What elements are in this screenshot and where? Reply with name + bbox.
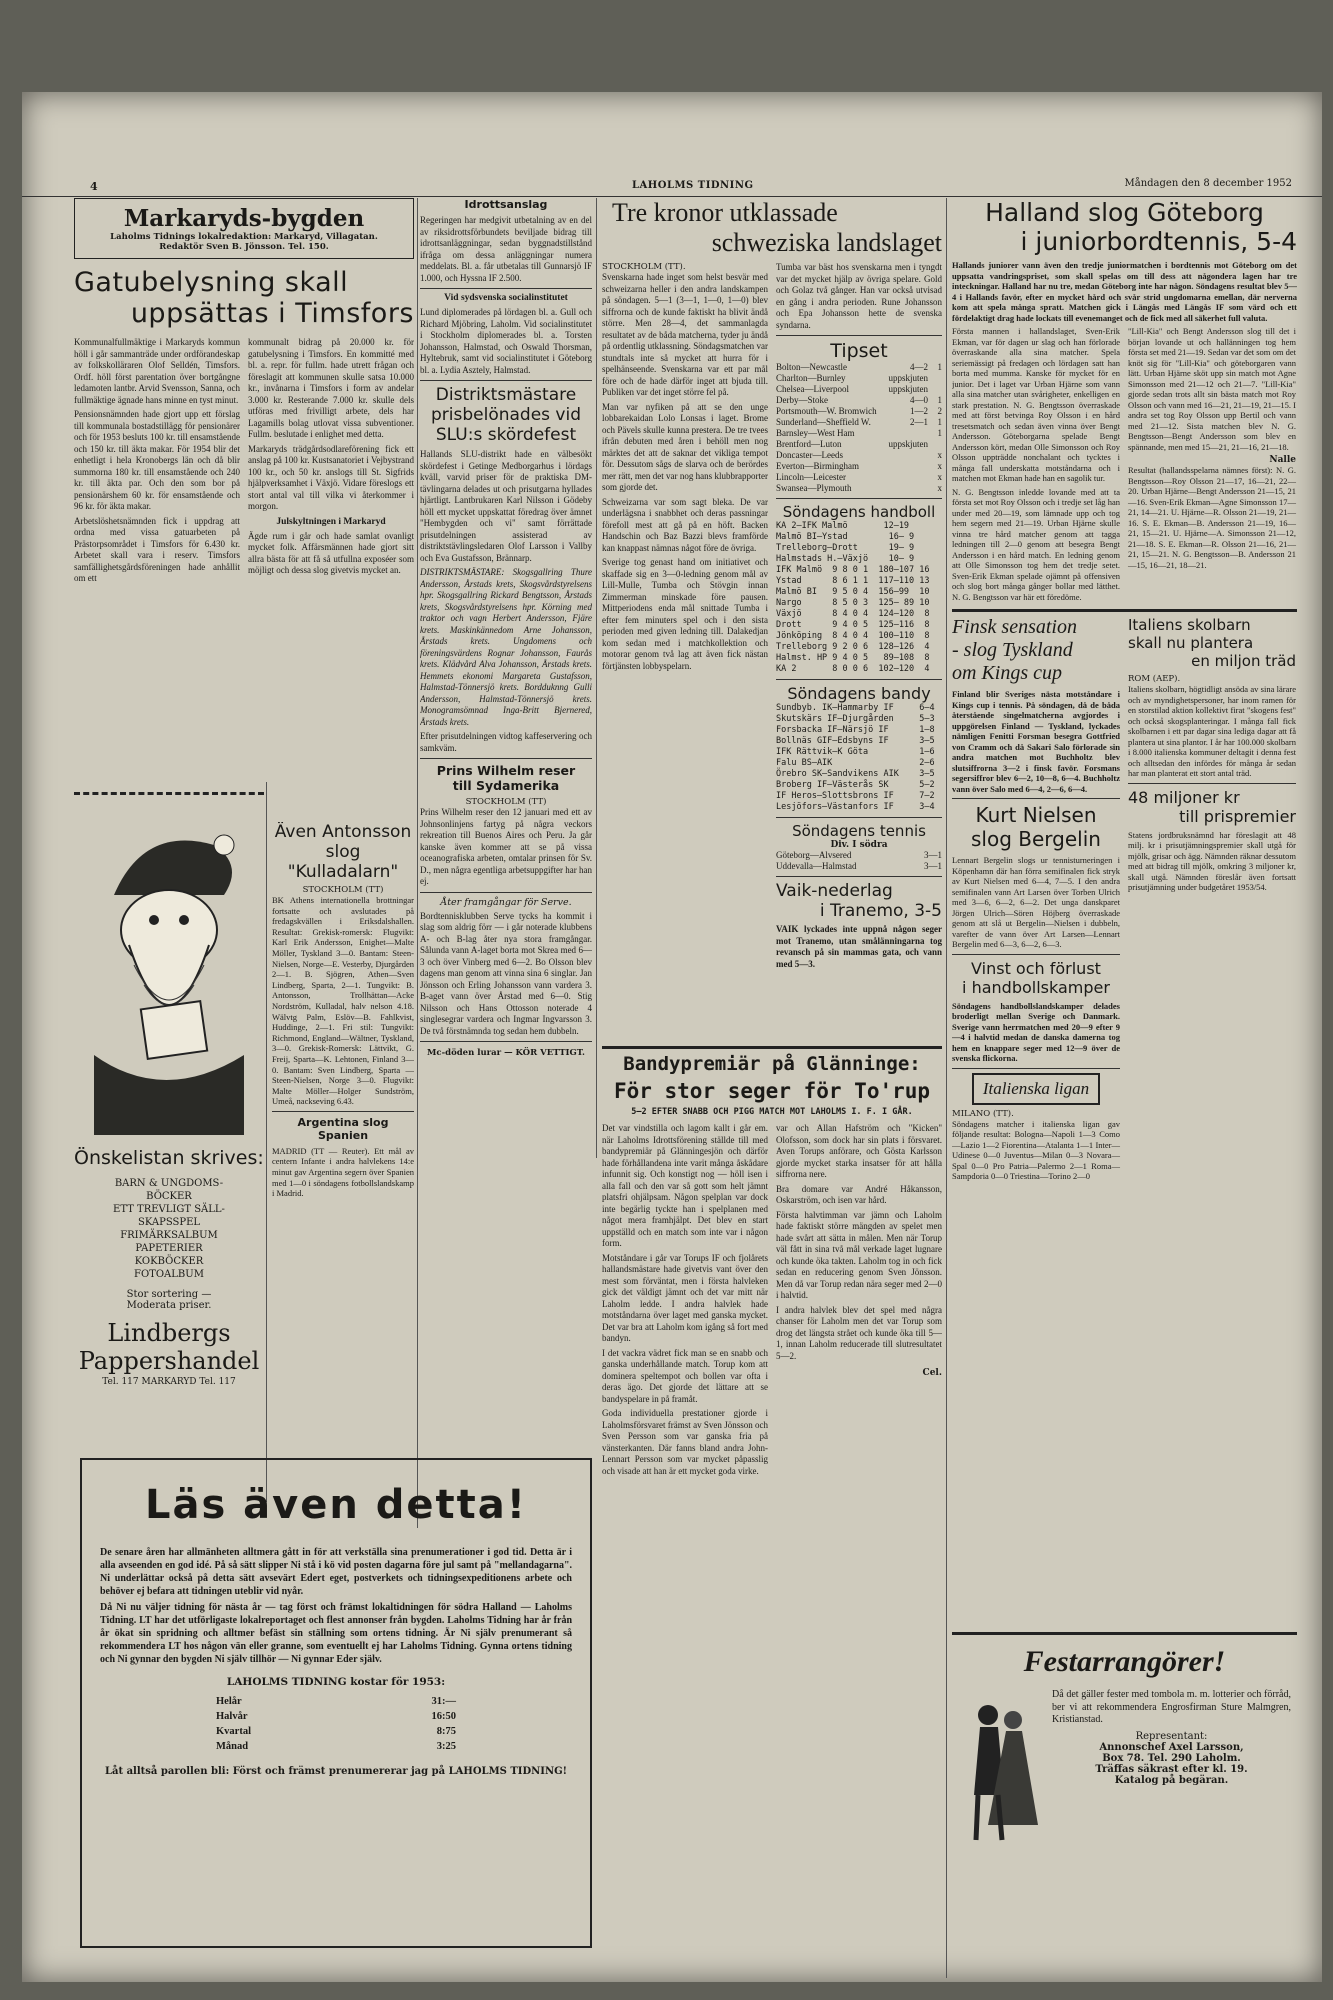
headline-distriktsmastare-1: Distriktsmästare <box>435 385 577 405</box>
handboll-row: Trelleborg—Drott 19— 9 <box>776 543 915 553</box>
match-result-group <box>928 472 942 483</box>
headline-skolbarn-3: en miljon träd <box>1191 652 1296 670</box>
local-office-line2: Redaktör Sven B. Jönsson. Tel. 150. <box>159 242 329 252</box>
headline-kurt-1: Kurt Nielsen <box>975 803 1097 827</box>
dateline: STOCKHOLM (TT) <box>302 885 384 895</box>
match-score: 2—1 <box>910 417 928 427</box>
article-text: Kommunalfullmäktige i Markaryds kommun höll i går sammanträde under ordförandeskap av folkskolläraren Olof Selldén, Timsfors. Ordf. höll först parentation över bortgångne ledamoten lantbr. Arvid Svensson, Sanna, och fullmäktige ägnade hans minne en tyst minut. <box>74 337 240 405</box>
price-period: Helår <box>216 1696 242 1707</box>
article-text: Regeringen har medgivit utbetalning av en del av riksidrottsförbundets beviljade bidrag till idrottsanläggningar, sedan byggnadstillstånd ifråga om dessa anläggningar numera meddelats. Bl. a. får utbetalas till Gunnarsjö IF 1.000, och Hyssna IF 2.500. <box>420 215 592 283</box>
price-amount: 16:50 <box>431 1711 456 1722</box>
headline-vaik-2: i Tranemo, 3-5 <box>819 901 942 921</box>
subscription-headline: Läs även detta! <box>144 1482 528 1528</box>
headline-vinst-2: i handbollskamper <box>962 977 1110 997</box>
filler-notice: Mc-döden lurar — KÖR VETTIGT. <box>427 1048 585 1058</box>
match-score: uppskjuten <box>888 373 928 383</box>
price-row <box>216 1709 456 1724</box>
subscription-text: Då Ni nu väljer tidning för nästa år — tag först och främst lokaltidningen för södra Halland — Laholms Tidning. LT har det utförligaste lokalreportaget och flest annonser från bygden. Laholms Tidning har år från år ökat sin spridning och alltmer befäst sin ställning som ortens tidning. Är Ni själv prenumerant så rekommendera LT hos någon vän eller granne, som eventuellt ej har Laholms Tidning. Gynna ortens tidning och Ni gynnar den bygden Ni själv tillhör — Ni gynnar Eder själv. <box>100 1602 572 1665</box>
handboll-row: IFK Malmö 9 8 0 1 180—107 16 <box>776 565 930 575</box>
tipset-row <box>776 373 942 384</box>
price-amount: 3:25 <box>436 1741 456 1752</box>
handboll-row: Drott 9 4 0 5 125—116 8 <box>776 620 930 630</box>
headline-tipset: Tipset <box>830 340 888 362</box>
ad-contact: Annonschef Axel Larsson, <box>1099 1741 1244 1753</box>
article-text: MADRID (TT — Reuter). Ett mål av centern Infante i andra halvlekens 14:e minut gav Argentina segern över Spanien med 1—0 i söndagens fotbollslandskamp i Madrid. <box>272 1145 414 1199</box>
article-text: Schweizarna var som sagt bleka. De var underlägsna i snabbhet och deras passningar förefoll mest att gå på en höft. Backen Handschin och Baz Bazzi blevs framförde kan knappast nämnas något före de övriga. <box>602 496 768 553</box>
match-name: Doncaster—Leeds <box>776 450 843 460</box>
match-name: Lincoln—Leicester <box>776 472 846 482</box>
article-text: Första mannen i hallandslaget, Sven-Erik Ekman, var för dagen ur slag och han förlorade överraskande alla sina matcher. Spela seriemässigt på fredagen och lördagen satt han borta med mumma. Kanske för mycket för en junior. Det i laget var Urban Hjärne som vann alla sina matcher utan svårigheter, enkelligen en stark prestation. N. G. Bengtsson överraskade med att först betvinga Roy Olsson i en hård tresetsmatch och sedan även vinna över Bengt Andersson. Göteborgarna spelade Bengt Andersson kört, medan Olle Simonsson och Roy Olsson uppträdde nonchalant och tycktes i många fall underskatta motståndarna och i matchen mot Ekman hade han en sagolik tur. <box>952 326 1120 483</box>
article-text: BK Athens internationella brottningar fortsatte och avslutades på fredagskvällen i Eriksdalshallen. Resultat: Grekisk-romersk: Flugvikt: Karl Erik Andersson, Enighet—Malte Möller, Tyskland 3—0. Bantam: Steen-Nielsen, Norge—E. Vesterby, Djurgården 2—1. B. Sjögren, Athen—Sven Lindberg, Sparta, 2—1. Tungvikt: B. Antonsson, Trollhättan—Acke Nordström, Kulladal, halv nelson 4.18. Wälvtg Palm, Eslöv—B. Fahlkvist, Huddinge, 2—1. Fri stil: Tungvikt: Richmond, England—Wältner, Tyskland, 3—0. Grekisk-Romersk: Lättvikt, G. Freij, Sparta—K. Lehtonen, Finland 3—0. Bantam: Sven Lindberg, Sparta —Steen-Nielsen, Norge 3—0. Flugvikt: Malte Möller—Holger Sundström, Umeå, nackseving 6.43. <box>272 895 414 1107</box>
local-office-title: Markaryds-bygden <box>123 205 365 232</box>
article-text: Finland blir Sveriges nästa motståndare i Kings cup i tennis. På söndagen, då de båda återstående singelmatcherna avgjordes i uppgörelsen Finland — Tyskland, lyckades nämligen Fenitti Forsman besegra Gottfried von Cramm och då Sakari Salo förlorade sin andra matchen mot Buchholtz blev slutsiffrorna 3—2 i finsk favör. Forsmans segersiffror blev 6—2, 10—8, 6—4. Buchholtz vann över Salo med 6—4, 2—6, 6—4. <box>952 689 1120 794</box>
match-name: Swansea—Plymouth <box>776 483 852 493</box>
headline-argentina: Argentina slog Spanien <box>297 1115 389 1142</box>
match-name: Everton—Birmingham <box>776 461 859 471</box>
match-name: Barnsley—West Ham <box>776 428 855 438</box>
article-text: Bra domare var André Håkansson, Oskarström, och isen var hård. <box>776 1183 942 1205</box>
tip-sign: x <box>937 483 942 493</box>
bandy-row: Lesjöfors—Västanfors IF 3—4 <box>776 802 935 812</box>
article-text: Arbetslöshetsnämnden fick i uppdrag att ordna med vissa gatuarbeten på Prästorpsområdet i Timsfors för 6.430 kr. Arbetet skall vara i reserv. Timsfors samfällighetsgårdsföreningen hade anhållit om ett <box>74 515 240 583</box>
price-period: Halvår <box>216 1711 248 1722</box>
bandy-row: IF Heros—Slottsbrons IF 7—2 <box>776 791 935 801</box>
headline-bandypremiar-1: Bandypremiär på Glänninge: <box>623 1053 921 1075</box>
article-lead: Hallands juniorer vann även den tredje juniormatchen i bordtennis mot Göteborg om det uppsatta vandringspriset, som skall spelas om till dess att någondera lagen har tre inteckningar. Halland har nu tre, medan Göteborg inte har någon. Söndagens resultat blev 5—4 i Hallands favör, efter en mycket hård och svår strid ungdomarna emellan, där nervernа kom att spela många spratt. Matchen gick i Längås med Längås IF som värd och ett fördelaktigt drag hade lockats till evenemanget och de fick med all säkerhet full valuta. <box>952 260 1297 323</box>
match-score: 3—1 <box>924 850 942 860</box>
match-score: 4—2 <box>910 362 928 372</box>
column-divider <box>266 782 267 1502</box>
article-text: Lund diplomerades på lördagen bl. a. Gull och Richard Mjöbring, Laholm. Vid socialinstitutet i Stockholm diplomerades bl. a. Torsten Johansson, Halmstad, och Oswald Thorsman, Hyltebruk, samt vid socialinstitutet i Göteborg bl. a. Lydia Asztely, Halmstad. <box>420 307 592 375</box>
ad-contact: Katalog på begäran. <box>1114 1774 1229 1786</box>
bandy-premiere-article <box>602 1042 942 1942</box>
article-text: Motståndare i går var Torups IF och fjolårets hallandsmästare hade givetvis vant över den mest som förväntat, men i första halvleken gick det väldigt jämnt och det var mitt när Laholm ledde. I andra halvlek hade motståndarna över laget med ganska mycket. Det var bra att Laholm kom igång så fort med bandyn. <box>602 1252 768 1343</box>
handboll-row: Jönköping 8 4 0 4 100—110 8 <box>776 631 930 641</box>
headline-bandypremiar-2: För stor seger för To'rup <box>613 1079 931 1103</box>
price-amount: 31:— <box>431 1696 456 1707</box>
column-1 <box>74 198 414 878</box>
newspaper-page <box>22 92 1322 1982</box>
subscription-box <box>80 1458 592 1948</box>
handboll-row: Malmö BI 9 5 0 4 156—99 10 <box>776 587 930 597</box>
article-text: "Lill-Kia" och Bengt Andersson slog till det i början lovande ut och hallänningen tog hem första set med 21—19. Sedan var det som om det knöt sig för "Lill-Kia" och göteborgaren vann lätt. Urban Hjärne sköt upp sin match mot Agne Simonsson med 21—12 och 21—7. "Lill-Kia" gjorde sedan trots allt sin bästa match mot Roy Olsson och vann med 16—21, 21—19, 21—15. I andra set tog Roy Olsson upp Bertil och vann med 21—12. Sista matchen blev N. G. Bengtsson—Bengt Andersson som blev en spännande, men med 15—21, 21—16, 21—18. <box>1128 326 1296 452</box>
handboll-row: Halmstads H.—Växjö 10— 9 <box>776 554 915 564</box>
ad-festarrangorer <box>952 1632 1297 1885</box>
price-row <box>216 1724 456 1739</box>
match-name: Charlton—Burnley <box>776 373 846 383</box>
headline-skolbarn-1: Italiens skolbarn <box>1128 616 1251 634</box>
match-result-group <box>928 461 942 472</box>
column-3 <box>602 198 942 1098</box>
author-signature: Nalle <box>1269 455 1296 465</box>
headline-halland-2: i juniorbordtennis, 5-4 <box>1020 227 1297 256</box>
match-name: Portsmouth—W. Bromwich <box>776 406 877 416</box>
dateline: MILANO (TT). <box>952 1108 1014 1119</box>
tip-sign: 1 <box>937 362 942 372</box>
ad-item: PAPETERIER <box>135 1243 203 1254</box>
tip-sign: x <box>937 450 942 460</box>
price-amount: 8:75 <box>436 1726 456 1737</box>
article-text: Första halvtimman var jämn och Laholm hade faktiskt större mängden av spelet men hade svårt att sätta in målen. Men när Torup väl fått in sina två mål verkade laget lugnare och kunde öka takten. Laholm tog in och fick sedan en reducering genom Sven Jönsson. Men då var Torup redan nära seger med 2—0 i halvtid. <box>776 1209 942 1300</box>
article-text: I det vackra vädret fick man se en snabb och ganska underhållande match. Torup kom att dominera speltempot och bollen var ofta i deras ägo. Det gjorde det lättare att se bandyspelare in på framåt. <box>602 1347 768 1404</box>
tip-sign: 1 <box>937 428 942 438</box>
handboll-row: KA 2 8 0 0 6 102—120 4 <box>776 664 930 674</box>
tipset-row <box>776 472 942 483</box>
match-score: uppskjuten <box>888 384 928 394</box>
tennis-table <box>776 850 942 872</box>
handboll-row: Nargo 8 5 0 3 125— 89 10 <box>776 598 930 608</box>
bandy-row: Falu BS—AIK 2—6 <box>776 758 935 768</box>
headline-48-miljoner-1: 48 miljoner kr <box>1128 787 1240 807</box>
article-text: var och Allan Hafström och "Kicken" Olofsson, som dock har sin plats i försvaret. Aven Torups anförare, och Gösta Karlsson gjorde mycket starka insatser för att hålla siffrorna nere. <box>776 1123 942 1179</box>
bandy-row: Forsbacka IF—Närsjö IF 1—8 <box>776 725 935 735</box>
match-score: 1—2 <box>910 406 928 416</box>
dateline: STOCKHOLM (TT) <box>465 797 547 807</box>
article-text: Italiens skolbarn, högtidligt ansöda av sina lärare och av myndighetspersoner, har inom ramen för en storstilad aktion kollektivt firat "skogens fest" och också skogsplanteringar. I många fall fick skolbarnen i ett par dagar sina lediga dagar att få plantera ut sina plantor. I år har 100.000 skolbarn i 8.000 italienska kommuner deltagit i denna fest och alltsedan den infördes för många år sedan har man planterat ett stort antal träd. <box>1128 684 1296 778</box>
article-text: Resultat (hallandsspelarna nämnes först): N. G. Bengtsson—Roy Olsson 21—17, 16—21, 22—20. Urban Hjärne—Bengt Andersson 21—15, 21—16. Sven-Erik Ekman—Agne Simonsson 17—21, 14—21. U. Hjärne—R. Olsson 21—19, 21—16. S. E. Ekman—B. Andersson 21—19, 16—21, 15—21. U. Hjärne—A. Simonsson 21—12, 21—18. S. E. Ekman—R. Olsson 21—16, 21—21, 15—21. N. G. Bengtsson—B. Andersson 21—15, 16—21, 18—21. <box>1128 465 1296 570</box>
article-text: N. G. Bengtsson inledde lovande med att ta första set mot Roy Olsson och i tredje set låg han under med 20—19, som lämnade upp och tog hem segern med 21—19. Urban Hjärne skulle vinna tre hård matcher genom att tagga ledningen till 2—0 genom att besegra Bengt Andersson i en hård match. En ledning genom att Olle Simonsson tog hem det tredje setet. Sven-Erik Ekman spelade ojämnt på offensiven och slog bort många gånger bollar med lätthet. N. G. Bengtsson var här ett föredöme. <box>952 486 1120 602</box>
tennis-division: Div. I södra <box>830 840 888 850</box>
headline-serve: Åter framgångar för Serve. <box>440 896 572 908</box>
headline-distriktsmastare-3: SLU:s skördefest <box>435 425 577 445</box>
headline-antonsson-1: Även Antonsson <box>274 822 412 842</box>
article-text: Man var nyfiken på att se den unge lobbarekaidan Lolo Lonsas i laget. Brome och Pävels skulle kunna prestera. De tre tvees ifrån debuten med åren i behöll men nog märktes det att de saknar det vikliga tempot för. Dessutom sågs de slarva och de berördes mer rätt, men det var nog hans klubbrapporter som gjorde det. <box>602 401 768 492</box>
headline-bandy: Söndagens bandy <box>787 684 931 703</box>
headline-skolbarn-2: skall nu plantera <box>1128 634 1254 652</box>
headline-idrottsanslag: Idrottsanslag <box>464 198 548 211</box>
ad-item: FOTOALBUM <box>134 1269 204 1280</box>
headline-antonsson-2: slog "Kulladalarn" <box>287 842 399 882</box>
column-divider <box>417 198 418 1528</box>
price-period: Månad <box>216 1741 249 1752</box>
article-text: Goda individuella prestationer gjorde i Laholmsförsvaret främst av Sven Jönsson och Sven Persson som var ganska fria på vänsterkanten. Där fanns bland andra John-Lennart Persson som var mycket påpasslig och visade att han är ett mycket goda virke. <box>602 1408 768 1476</box>
ad-phone: Tel. 117 MARKARYD Tel. 117 <box>102 1377 236 1387</box>
bandy-row: IFK Rättvik—K Göta 1—6 <box>776 747 935 757</box>
handboll-row: Ystad 8 6 1 1 117—110 13 <box>776 576 930 586</box>
dancing-couple-illustration <box>958 1695 1048 1845</box>
tip-sign: 1 <box>937 395 942 405</box>
ad-tagline: Moderata priser. <box>126 1300 212 1311</box>
column-1b <box>272 822 414 1502</box>
santa-illustration <box>74 805 254 1135</box>
headline-socialinstitutet: Vid sydsvenska socialinstitutet <box>444 293 568 303</box>
tipset-row <box>776 384 942 395</box>
article-text: Pensionsnämnden hade gjort upp ett förslag till kommunala bostadstillägg för pensionärer och för 1953 besluts 100 kr. till ensamstående och 150 kr. till äkta makar. För 1954 blir det enhetligt i hela Kronobergs län och då blir summorna 180 kr. till ensamstående och 240 kr. till äkta par. Och den som bor på pensionärshem 60 kr. för ensamstående och 96 kr. för äkta makar. <box>74 409 240 511</box>
ad-item: ETT TREVLIGT SÄLL- <box>113 1204 225 1215</box>
ad-headline: Önskelistan skrives: <box>74 1147 264 1169</box>
headline-distriktsmastare-2: prisbelönades vid <box>430 405 581 425</box>
ad-shop-name-1: Lindbergs <box>107 1319 231 1347</box>
column-2 <box>420 198 592 1498</box>
tip-sign: 2 <box>937 406 942 416</box>
ad-body: Då det gäller fester med tombola m. m. lotterier och förråd, ber vi att rekommendera Engrosfirman Sture Malmgren, Kristianstad. <box>1052 1689 1291 1725</box>
match-result-group <box>910 395 942 406</box>
headline-finsk-3: om Kings cup <box>952 662 1062 684</box>
bandy-row: Skutskärs IF—Djurgården 5—3 <box>776 714 935 724</box>
tennis-row <box>776 861 942 872</box>
price-period: Kvartal <box>216 1726 251 1737</box>
article-text: DISTRIKTSMÄSTARE: Skogsgallring Thure Andersson, Årstads krets, Skogsvårdstyrelsens hpr. Skogsgallring Rickard Bengtsson, Årstads krets, Skogsvårdstyrelsens hpr. Körning med traktor och vagn Herbert Andersson, Fjäre krets. Maskinkännedom Arne Johansson, Årstads krets. Ungdomens och föreningsvärdens Rognar Johansson, Faurås krets. Klädvård Alva Johansson, Årstads krets. Hemmets ekonomi Margareta Gustafsson, Halmstad-Tönnersjö krets. Bordduknng Gulli Andersson, Halmstad-Tönnersjö krets. Monogramsömnad Inga-Britt Bjernered, Årstads krets. <box>420 567 592 727</box>
subscription-text: De senare åren har allmänheten alltmera gått in för att verkställa sina prenumerationer i god tid. Detta är i alla avseenden en god idé. På så sätt slipper Ni stå i kö vid posten dagarna före jul samt på "mellandagarna". Ni underlättar också på detta sätt avsevärt Edert eget, postverkets och tidningsexpeditionens arbete och behöver ej befara att tidningen uteblir vid nyår. <box>100 1547 572 1597</box>
match-name: Göteborg—Alvsered <box>776 850 852 860</box>
ad-contact: Box 78. Tel. 290 Laholm. <box>1102 1752 1241 1764</box>
article-text: kommunalt bidrag på 20.000 kr. för gatubelysning i Timsfors. En kommitté med bl. a. repr. för fullm. hade utrett frågan och föreslagit att kommunen skulle satsa 10.000 kr., invånarna i Timsfors i form av andelar 3.000 kr. Resterande 7.000 kr. skulle dels utföras med frivilligt arbete, dels har Lagamills bolag utlovat vissa subventioner. Fullm. beslutade i enlighet med detta. <box>248 337 414 439</box>
tip-sign: x <box>937 461 942 471</box>
ad-item: KOKBÖCKER <box>134 1256 204 1267</box>
page-number: 4 <box>90 180 98 193</box>
tipset-table <box>776 362 942 494</box>
article-text: Ägde rum i går och hade samlat ovanligt mycket folk. Affärsmännen hade gjort sitt allra bästa för att få så utfullna exposéer som möjligt och dessa slog givetvis mycket an. <box>248 530 414 575</box>
article-text: Tumba var bäst hos svenskarna men i tyngdt var det mycket hjälp av övriga spelare. Gold och Golaz två gånger. Han var också utvisad en gång i andra perioden. Rune Johansson och Epa Johansson hette de svenska syndarna. <box>776 262 942 330</box>
article-text: Svenskarna hade inget som helst besvär med schweizarna heller i den andra landskampen på söndagen. 5—1 (3—1, 1—0, 1—0) blev siffrorna och de kunde faktiskt ha blivit ändå större. Men 28—4, det sammanlagda resultatet av de båda matcherna, tyder ju ändå på ordentlig utklassning. Söndagsmatchen var stundtals inte så mycket att hurra för i spelhänseende. Svenskarna var ett par mål före och de hade därför inget att bjuda till. Publiken var det inget större fel på. <box>602 272 768 397</box>
match-result-group <box>910 417 942 428</box>
tipset-row <box>776 428 942 439</box>
article-text: VAIK lyckades inte uppnå någon seger mot Tranemo, utan smålänningarna tog revansch på sin mammas gata, och vann med 5—3. <box>776 924 942 969</box>
tipset-row <box>776 439 942 450</box>
article-text: Markaryds trädgårdsodlareförening fick ett anslag på 100 kr. Kustsanatoriet i Vejbystrand 100 kr., och 50 kr. anslogs till St. Sigfrids hjälpverksamhet i Växjö. Vidare föreslogs ett stort antal val till vilka vi återkommer i morgon. <box>248 443 414 511</box>
tennis-row <box>776 850 942 861</box>
article-text: Söndagens matcher i italienska ligan gav följande resultat: Bologna—Napoli 1—3 Como—Lazio 1—2 Fiorentina—Atalanta 1—1 Inter—Udinese 0—0 Juventus—Milan 0—3 Novara—Spal 0—0 Pro Patria—Palermo 2—1 Roma—Sampdoria 0—0 Triestina—Torino 2—0 <box>952 1118 1120 1181</box>
ad-contact: Träffas säkrast efter kl. 19. <box>1095 1763 1248 1775</box>
tipset-row <box>776 450 942 461</box>
tip-sign: x <box>937 472 942 482</box>
headline-48-miljoner-2: till prispremier <box>1179 806 1296 826</box>
match-result-group <box>889 373 943 384</box>
article-text: Prins Wilhelm reser den 12 januari med ett av Johnsonlinjens fartyg på några veckors rekreation till Buenos Aires och Peru. Ja går kanske även kommer att se på vissa oceanografiska arbeten, omtalar prinsen för Sv. D., men några egentliga arbetsuppgifter har han ej. <box>420 807 592 886</box>
headline-tennis: Söndagens tennis <box>792 822 926 840</box>
subscription-closing: Låt alltså parollen bli: Först och främst prenumererar jag på LAHOLMS TIDNING! <box>104 1766 568 1777</box>
tipset-row <box>776 461 942 472</box>
tipset-row <box>776 417 942 428</box>
handboll-table <box>776 521 942 675</box>
article-text: Bordtennisklubben Serve tycks ha kommit i slag som aldrig förr — i går noterade klubbens A- och B-lag åter nya stora framgångar. Sålunda vann A-laget borta mot Skrea med 6—3 och över Vinberg med 6—2. Bo Olsson blev dagens man genom att vinna sina 6 singlar. Jan Jönsson och Erling Johansson vann vardera 3. B-aget vann över Årstad med 6—0. Stig Nilsson och Hans Ottosson noterade 4 singlesegrar vardera och Ingmar Ingvarsson 3. De två förstnämnda tog sedan hem dubbeln. <box>420 910 592 1036</box>
match-result-group <box>928 428 942 439</box>
ad-shop-name-2: Pappershandel <box>78 1347 260 1375</box>
ad-item: BÖCKER <box>146 1191 192 1202</box>
match-name: Uddevalla—Halmstad <box>776 861 857 871</box>
tipset-row <box>776 483 942 494</box>
article-text: I andra halvlek blev det spel med några chanser för Laholm men det var Torup som drog det längsta strået och kunde öka till 5—1, innan Laholm reducerade till slutresultatet 5—2. <box>776 1304 942 1361</box>
headline-gatubelysning-2: uppsättas i Timsfors <box>130 298 414 329</box>
subheadline-julskyltning: Julskyltningen i Markaryd <box>276 516 386 527</box>
price-table <box>216 1694 456 1754</box>
column-divider <box>596 198 597 1158</box>
match-score: 3—1 <box>924 861 942 871</box>
bandy-row: Örebro SK—Sandvikens AIK 3—5 <box>776 769 935 779</box>
headline-kurt-2: slog Bergelin <box>971 827 1101 851</box>
ad-headline: Festarrangörer! <box>1023 1645 1226 1678</box>
local-office-line1: Laholms Tidnings lokalredaktion: Markaryd, Villagatan. <box>110 232 378 242</box>
dateline: ROM (AEP). <box>1128 674 1181 684</box>
match-result-group <box>910 362 942 373</box>
headline-halland-1: Halland slog Göteborg <box>985 198 1264 227</box>
subheadline-bandypremiar: 5—2 EFTER SNABB OCH PIGG MATCH MOT LAHOLMS I. F. I GÅR. <box>631 1107 913 1117</box>
match-name: Derby—Stoke <box>776 395 828 405</box>
headline-prins-wilhelm-2: till Sydamerika <box>452 778 560 793</box>
price-row <box>216 1694 456 1709</box>
bandy-row: Sundbyb. IK—Hammarby IF 6—4 <box>776 703 935 713</box>
tip-sign: 1 <box>937 417 942 427</box>
match-result-group <box>928 483 942 494</box>
price-row <box>216 1739 456 1754</box>
headline-tre-kronor-2: schweziska landslaget <box>711 228 942 257</box>
bandy-row: Broberg IF—Västerås SK 5—2 <box>776 780 935 790</box>
article-text: Lennart Bergelin slogs ur tennisturneringen i Köpenhamn där han förra semifinalen fick stryk av Kurt Nielsen med 6—4, 7—5. I den andra semifinalen vann Art Larsen över Torben Ulrich med 3—6, 6—2, 6—2. Det unga danskparet Jörgen Ulrich—Sören Höjberg överraskade genom att slå ut Bergelin—Nielsen i dubbeln, varefter de vann över Art Larsen—Lennart Bergelin med 6—3, 6—2, 6—3. <box>952 855 1120 949</box>
ad-lindbergs <box>74 792 264 1512</box>
match-result-group <box>889 439 943 450</box>
article-text: Söndagens handbollslandskamper delades broderligt mellan Sverige och Danmark. Sverige vann herrmatchen med 20—9 efter 9—4 i halvtid medan de danska damerna tog hem en knappare seger med 12—9 över de svenska flickorna. <box>952 1000 1120 1063</box>
headline-gatubelysning-1: Gatubelysning skall <box>74 267 349 298</box>
headline-finsk-2: - slog Tyskland <box>952 639 1073 661</box>
handboll-row: Växjö 8 4 0 4 124—120 8 <box>776 609 930 619</box>
match-name: Sunderland—Sheffield W. <box>776 417 871 427</box>
ad-item: SKAPSSPEL <box>137 1217 201 1228</box>
dateline: STOCKHOLM (TT). <box>602 262 686 272</box>
author-signature: Cel. <box>922 1368 942 1378</box>
headline-handboll: Söndagens handboll <box>782 503 936 521</box>
ad-contact: Representant: <box>1135 1730 1208 1742</box>
match-score: uppskjuten <box>888 439 928 449</box>
italian-league-title: Italienska ligan <box>982 1078 1090 1098</box>
headline-vaik-1: Vaik-nederlag <box>776 881 893 901</box>
masthead <box>22 178 1322 197</box>
handboll-row: Trelleborg 9 2 0 6 128—126 4 <box>776 642 930 652</box>
headline-tre-kronor-1: Tre kronor utklassade <box>612 198 838 227</box>
match-name: Brentford—Luton <box>776 439 842 449</box>
bandy-table <box>776 703 942 813</box>
ad-item-list <box>74 1177 264 1281</box>
bandy-row: Bollnäs GIF—Edsbyns IF 3—5 <box>776 736 935 746</box>
ad-item: BARN & UNGDOMS- <box>114 1178 224 1189</box>
handboll-row: KA 2—IFK Malmö 12—19 <box>776 521 910 531</box>
handboll-row: Halmst. HP 9 4 0 5 89—108 8 <box>776 653 930 663</box>
article-text: Statens jordbruksnämnd har föreslagit att 48 milj. kr i prisutjämningspremier skall utgå för mjölk, grisar och ägg. Nämnden räknar dessutom med att bidrag till mjölk, omkring 3 miljoner kr, skall utgå. Nämnden föreslår även fortsatt prisutjämning under budgetåret 1953/54. <box>1128 829 1296 892</box>
ad-tagline: Stor sortering — <box>126 1289 212 1300</box>
tipset-row <box>776 362 942 373</box>
match-result-group <box>910 406 942 417</box>
match-name: Chelsea—Liverpool <box>776 384 849 394</box>
handboll-row: Malmö BI—Ystad 16— 9 <box>776 532 915 542</box>
match-result-group <box>928 450 942 461</box>
match-score: 4—0 <box>910 395 928 405</box>
tipset-row <box>776 395 942 406</box>
article-text: Det var vindstilla och lagom kallt i går em. när Laholms Idrottsförening ställde till med bandypremiär på Glänningesjön och därför hade förhållandena inte varit många åskådare infunnit sig. Och konstigt nog — höll isen i alla fall och den var så gott som helt jämnt platsfri ohjälpsam. Någon spelplan var dock inte begärlig tyckte han i spelplanen med något mera framhjälpt. Det blev en start uppställd och en match som inte var i någon form. <box>602 1123 768 1248</box>
headline-finsk-1: Finsk sensation <box>952 616 1077 638</box>
match-result-group <box>889 384 943 395</box>
local-office-box <box>74 198 414 259</box>
column-divider <box>946 198 947 1978</box>
headline-prins-wilhelm-1: Prins Wilhelm reser <box>436 763 576 778</box>
article-text: Hallands SLU-distrikt hade en välbesökt skördefest i Getinge Medborgarhus i lördags kväll, varvid priser för de praktiska DM-tävlingarna delades ut och prisutgarna hyllades hjärtligt. Lantbrukaren Karl Nilsson i Gödeby höll ett mycket uppskattat föredrag över ämnet "Hembygden och vi" samt förrättade prisutdelningen assisterad av distriktstävlingsledaren Olof Larsson i Vallby och Eva Gustafsson, Brännarp. <box>420 449 592 563</box>
headline-vinst-1: Vinst och förlust <box>971 958 1101 978</box>
italian-league-box <box>972 1073 1100 1105</box>
match-name: Bolton—Newcastle <box>776 362 847 372</box>
ad-item: FRIMÄRKSALBUM <box>120 1230 218 1241</box>
paper-name: LAHOLMS TIDNING <box>632 180 754 191</box>
price-title: LAHOLMS TIDNING kostar för 1953: <box>226 1676 446 1688</box>
article-text: Efter prisutdelningen vidtog kaffeservering och samkväm. <box>420 731 592 753</box>
issue-date: Måndagen den 8 december 1952 <box>1124 178 1292 189</box>
article-text: Sverige tog genast hand om initiativet och skaffade sig en 3—0-ledning genom mål av Lill-Mulle, Tumba och Stövgin innan Zimmerman minskade före pausen. Mittperiodens enda mål snittade Tumba i efter fem minuters spel och i den sista perioden med given ledning till. Dalakedjan kom sedan med i matchkollektion och motorar genom två lag att även fick nästan förtjänsten lobbyspelarn. <box>602 557 768 671</box>
tipset-row <box>776 406 942 417</box>
